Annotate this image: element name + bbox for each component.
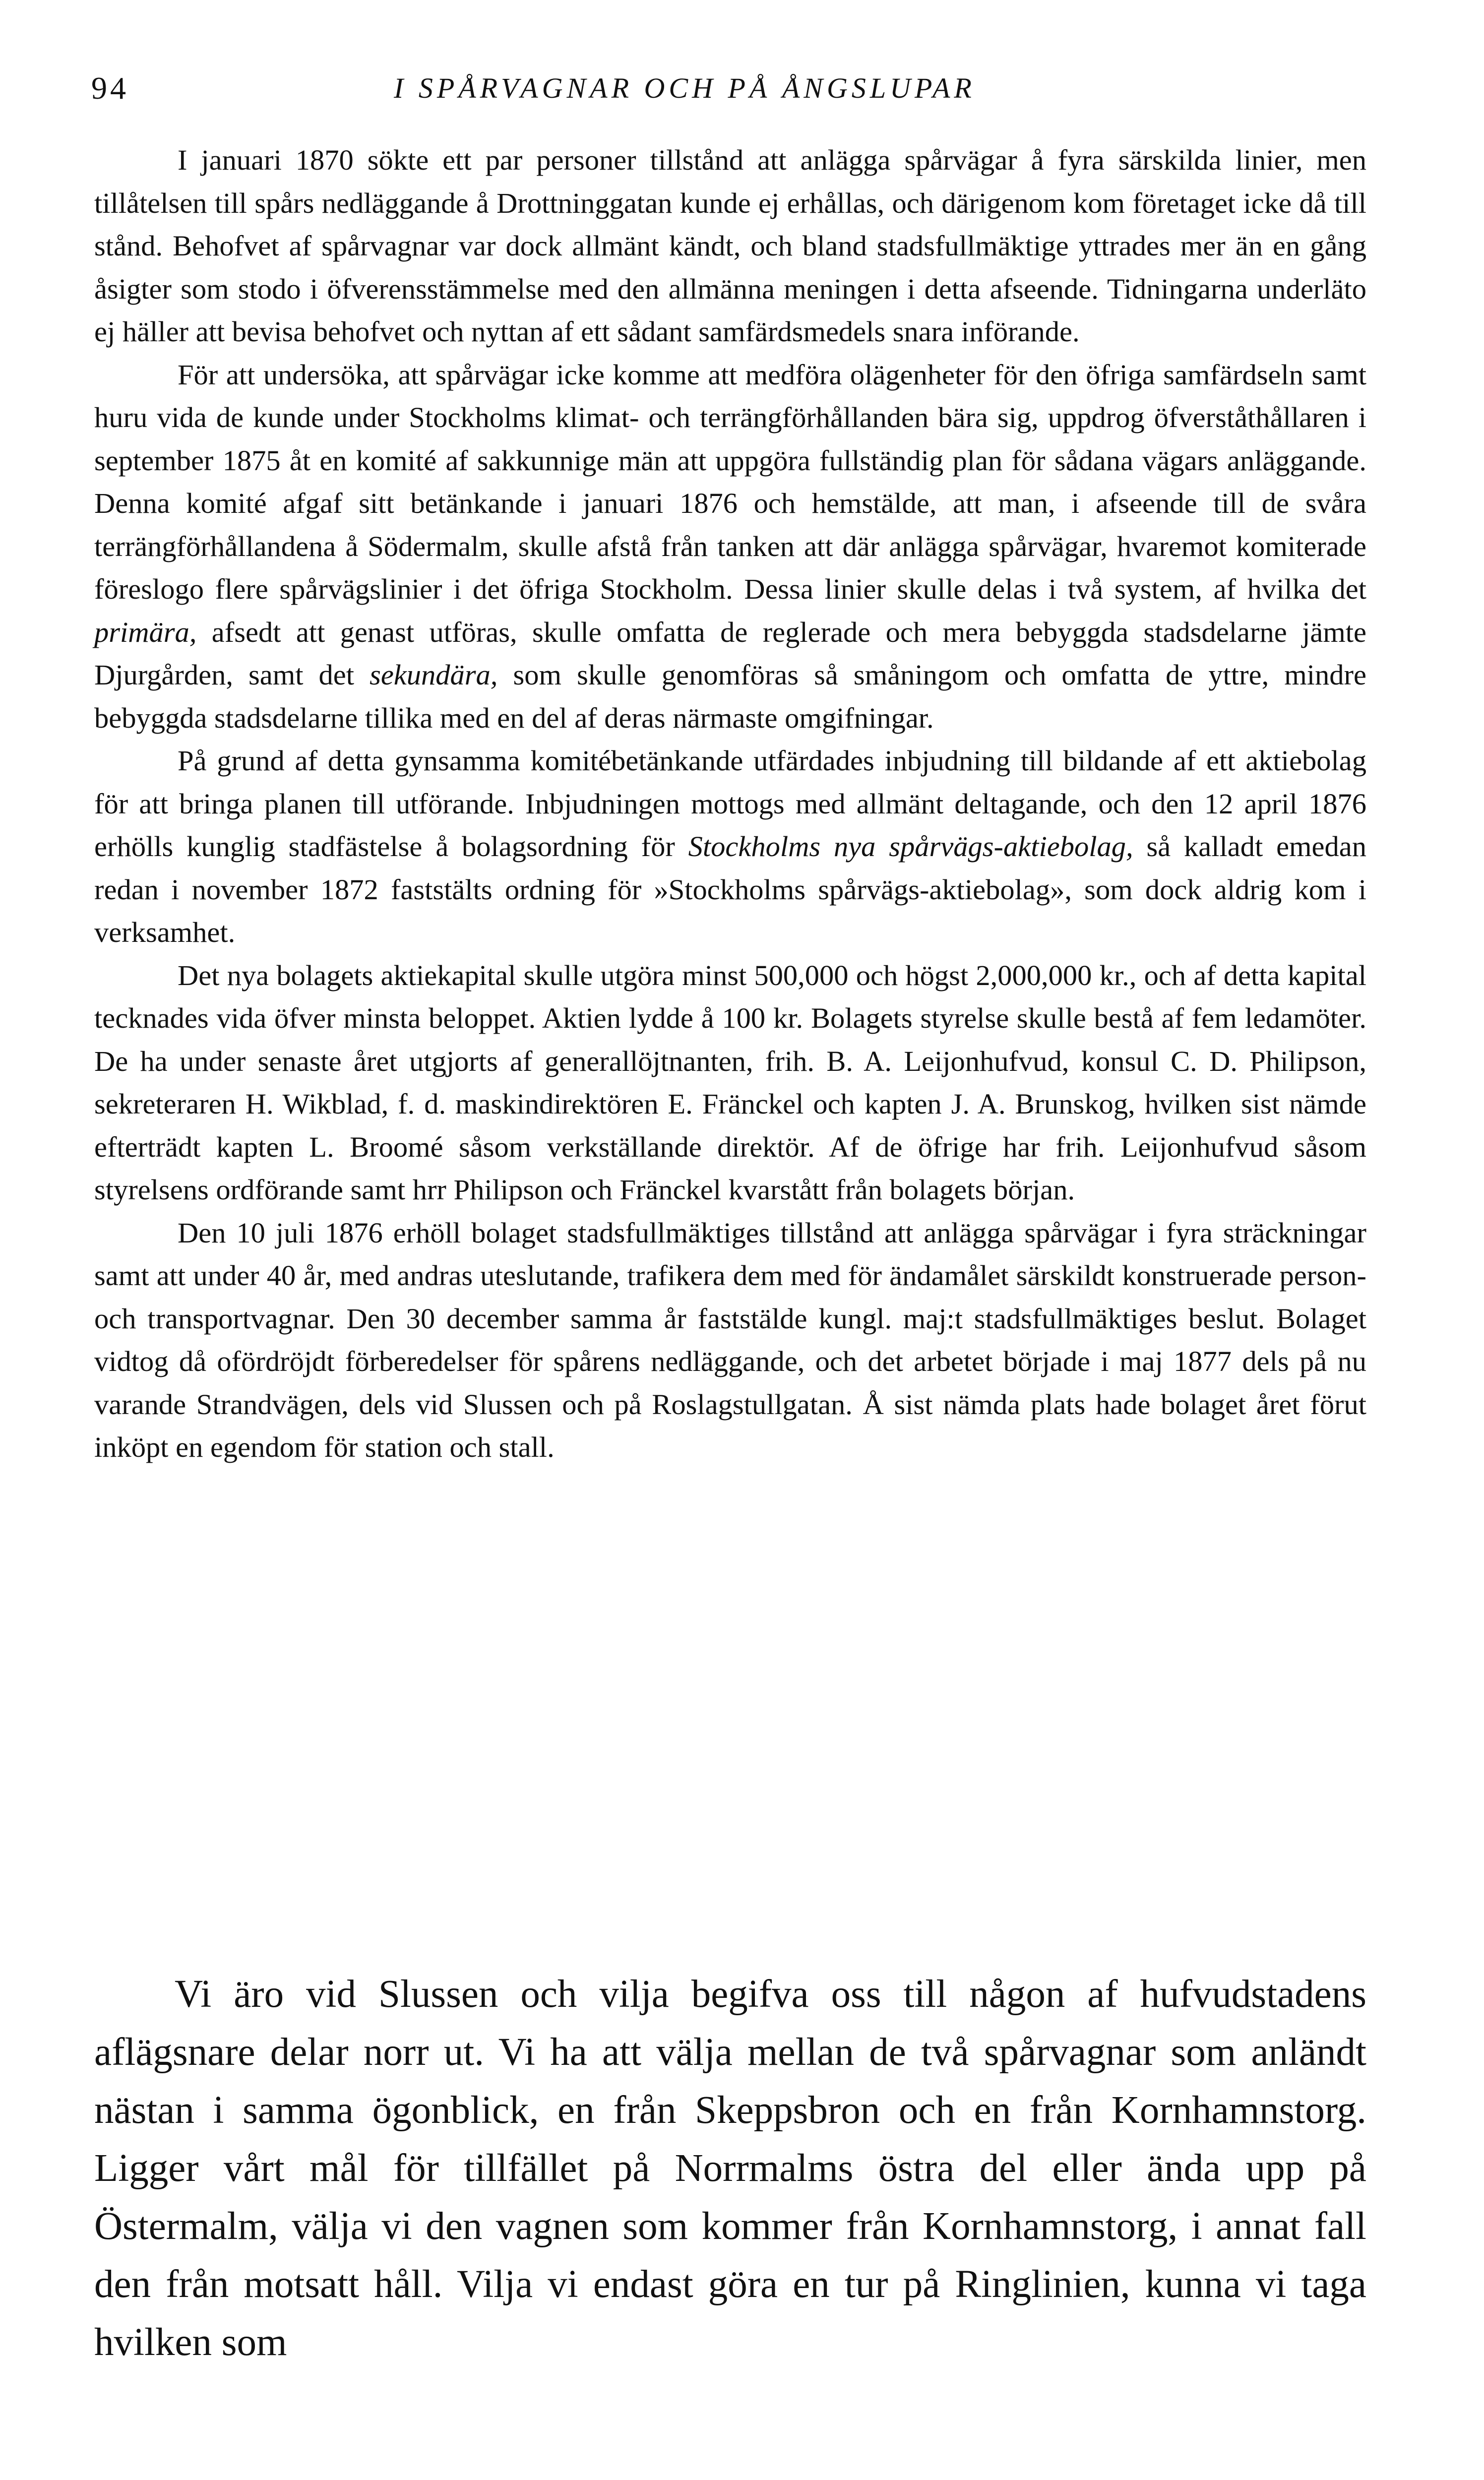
running-title: I SPÅRVAGNAR OCH PÅ ÅNGSLUPAR	[394, 72, 976, 104]
paragraph-2-part-1: För att undersöka, att spårvägar icke komme att medföra olägenheter för den öfriga samfärdseln samt huru vida de kunde under Stockholms klimat- och terrängförhållanden bära sig, uppdrog öfverståthållaren i september 1875 åt en komité af sakkunnige män att uppgöra fullständig plan för sådana vägars anläggande. Denna komité afgaf sitt betänkande i januari 1876 och hemstälde, att man, i afseende till de svåra terrängförhållandena å Södermalm, skulle afstå från tanken att där anlägga spårvägar, hvaremot komiterade föreslogo flere spårvägslinier i det öfriga Stockholm. Dessa linier skulle delas i två system, af hvilka det	[94, 358, 1366, 605]
paragraph-1: I januari 1870 sökte ett par personer tillstånd att anlägga spårvägar å fyra särskilda linier, men tillåtelsen till spårs nedläggande å Drottninggatan kunde ej erhållas, och därigenom kom företaget icke då till stånd. Behofvet af spårvagnar var dock allmänt kändt, och bland stadsfullmäktige yttrades mer än en gång åsigter som stodo i öfverensstämmelse med den allmänna meningen i detta afseende. Tidningarna underläto ej häller att bevisa behofvet och nyttan af ett sådant samfärdsmedels snara införande.	[94, 144, 1366, 348]
body-text-small	[94, 139, 1366, 1469]
paragraph-2-emphasis-sekundara: sekundära,	[370, 659, 498, 691]
paragraph-3	[94, 740, 1366, 954]
paragraph-3-part-2: så kalladt emedan redan i november 1872 faststälts ordning för »Stockholms spårvägs-aktiebolag», som dock aldrig kom i verksamhet.	[94, 830, 1366, 948]
paragraph-2-emphasis-primara: primära,	[94, 616, 197, 648]
page-number: 94	[91, 70, 129, 106]
paragraph-3-emphasis-company-name: Stockholms nya spårvägs-aktiebolag,	[688, 830, 1133, 863]
paragraph-2-part-3: som skulle genomföras så småningom och omfatta de yttre, mindre bebyggda stadsdelarne tillika med en del af deras närmaste omgifningar.	[94, 659, 1367, 734]
paragraph-5: Den 10 juli 1876 erhöll bolaget stadsfullmäktiges tillstånd att anlägga spårvägar i fyra sträckningar samt att under 40 år, med andras uteslutande, trafikera dem med för ändamålet särskildt konstruerade person- och transportvagnar. Den 30 december samma år faststälde kungl. maj:t stadsfullmäktiges beslut. Bolaget vidtog då ofördröjdt förberedelser för spårens nedläggande, och det arbetet började i maj 1877 dels på nu varande Strandvägen, dels vid Slussen och på Roslagstullgatan. Å sist nämda plats hade bolaget året förut inköpt en egendom för station och stall.	[94, 1216, 1366, 1463]
paragraph-2	[94, 354, 1366, 740]
large-paragraph: Vi äro vid Slussen och vilja begifva oss till någon af hufvudstadens aflägsnare delar norr ut. Vi ha att välja mellan de två spårvagnar som anländt nästan i samma ögonblick, en från Skeppsbron och en från Kornhamnstorg. Ligger vårt mål för tillfället på Norrmalms östra del eller ända upp på Östermalm, välja vi den vagnen som kommer från Kornhamnstorg, i annat fall den från motsatt håll. Vilja vi endast göra en tur på Ringlinien, kunna vi taga hvilken som	[94, 1973, 1366, 2364]
paragraph-2-part-2: afsedt att genast utföras, skulle omfatta de reglerade och mera bebyggda stadsdelarne jämte Djurgården, samt det	[94, 616, 1367, 691]
body-text-large	[94, 1965, 1366, 2371]
page-header	[0, 63, 1484, 118]
paragraph-3-part-1: På grund af detta gynsamma komitébetänkande utfärdades inbjudning till bildande af ett aktiebolag för att bringa planen till utförande. Inbjudningen mottogs med allmänt deltagande, och den 12 april 1876 erhölls kunglig stadfästelse å bolagsordning för	[94, 744, 1366, 863]
paragraph-4: Det nya bolagets aktiekapital skulle utgöra minst 500,000 och högst 2,000,000 kr., och af detta kapital tecknades vida öfver minsta beloppet. Aktien lydde å 100 kr. Bolagets styrelse skulle bestå af fem ledamöter. De ha under senaste året utgjorts af generallöjtnanten, frih. B. A. Leijonhufvud, konsul C. D. Philipson, sekreteraren H. Wikblad, f. d. maskindirektören E. Fränckel och kapten J. A. Brunskog, hvilken sist nämde efterträdt kapten L. Broomé såsom verkställande direktör. Af de öfrige har frih. Leijonhufvud såsom styrelsens ordförande samt hrr Philipson och Fränckel kvarstått från bolagets början.	[94, 959, 1366, 1206]
